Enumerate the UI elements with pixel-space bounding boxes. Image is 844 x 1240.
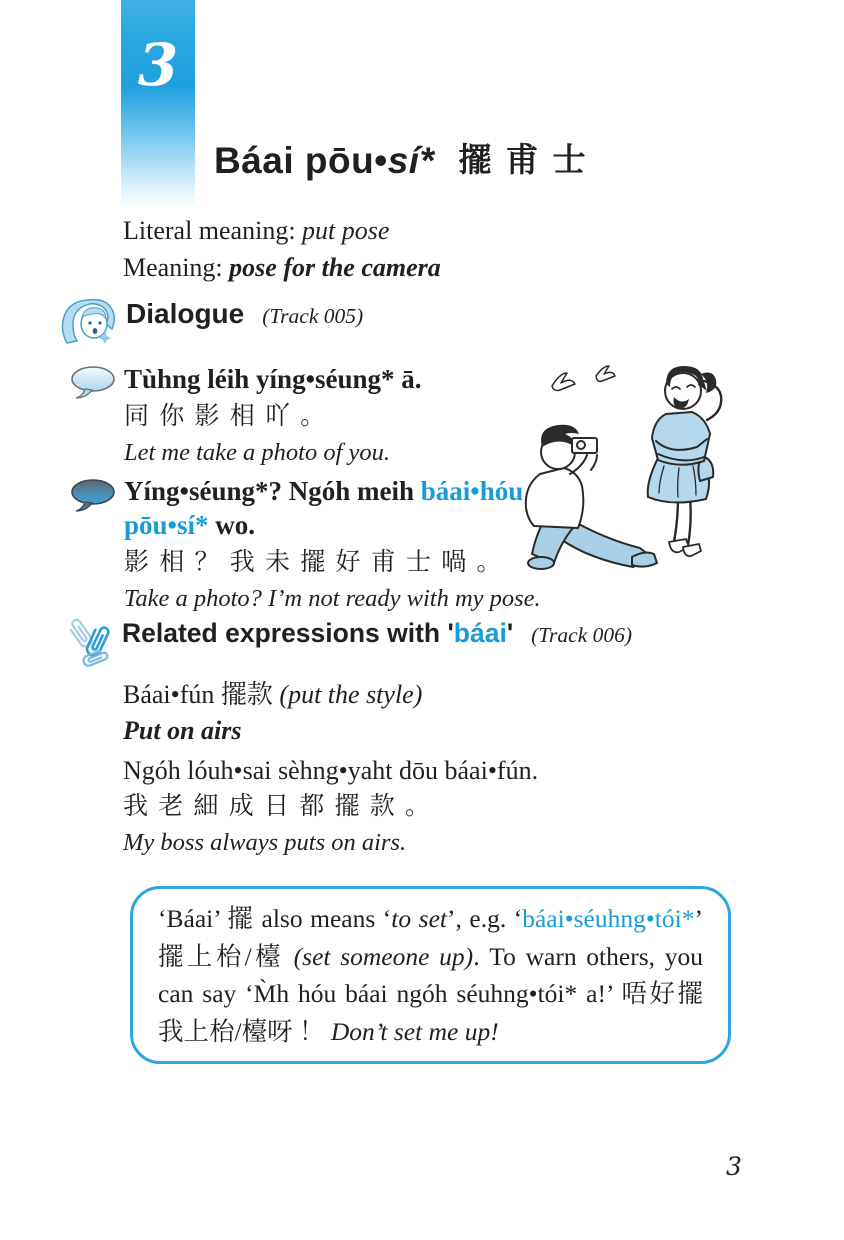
usage-note-text: ‘Báai’ 擺 also means ‘to set’, e.g. ‘báai•séuhng•tói*’ 擺上枱/檯 (set someone up). To warn others, you can say ‘M̀h hóu báai ngóh séuhng•tói* a!’ 唔好擺我上枱/檯呀 ！ Don’t set me up! — [158, 904, 703, 1046]
literal-meaning-value: put pose — [302, 216, 390, 245]
meanings-block — [123, 212, 441, 286]
dialogue-heading: Dialogue — [126, 298, 245, 329]
literal-meaning-label: Literal meaning: — [123, 216, 303, 245]
photo-pose-illustration — [520, 362, 740, 585]
speech-bubble-icon — [69, 366, 119, 407]
meaning-label: Meaning: — [123, 253, 230, 282]
speech-bubble-icon — [69, 479, 119, 520]
expression-line: Báai•fún 擺款 (put the style) — [123, 680, 423, 709]
related-heading: Related expressions with 'báai' — [122, 618, 514, 648]
dialogue-1-romanization: Tùhng léih yíng•séung* ā. — [124, 364, 422, 394]
dialogue-2-romanization: Yíng•séung*? Ngóh meih báai•hóu pōu•sí* wo. — [124, 476, 524, 540]
chapter-number: 3 — [137, 31, 179, 99]
dialogue-section-heading — [60, 298, 363, 350]
example-english: My boss always puts on airs. — [123, 829, 407, 856]
page-number: 3 — [726, 1152, 742, 1181]
related-track-label: (Track 006) — [531, 623, 633, 647]
title-romanization: Báai pōu•sí* — [214, 140, 435, 181]
dialogue-track-label: (Track 005) — [262, 304, 364, 328]
paperclips-icon — [62, 617, 114, 678]
expression-meaning: Put on airs — [123, 716, 242, 745]
dialogue-2-english: Take a photo? I’m not ready with my pose. — [124, 585, 541, 612]
woman-face-icon — [60, 298, 118, 351]
meaning-line — [123, 249, 441, 286]
example-romanization: Ngóh lóuh•sai sèhng•yaht dōu báai•fún. — [123, 756, 539, 785]
title-chinese: 擺甫士 — [458, 143, 600, 179]
birds — [552, 366, 615, 391]
dialogue-1-chinese: 同 你 影 相 吖 。 — [124, 403, 328, 430]
chapter-number-block — [121, 0, 195, 214]
page-title — [214, 134, 599, 182]
meaning-value: pose for the camera — [229, 253, 441, 282]
literal-meaning-line — [123, 212, 441, 249]
example-chinese: 我 老 細 成 日 都 擺 款 。 — [123, 793, 433, 820]
man-photographer — [526, 425, 657, 569]
related-section-heading — [62, 618, 632, 676]
example-sentence — [123, 755, 593, 858]
related-expression — [123, 678, 422, 748]
usage-note-box — [130, 886, 731, 1064]
dialogue-2-chinese: 影 相 ？ 我 未 擺 好 甫 士 喎 。 — [124, 549, 504, 576]
posing-girl — [648, 366, 722, 556]
dialogue-1-english: Let me take a photo of you. — [124, 439, 391, 466]
